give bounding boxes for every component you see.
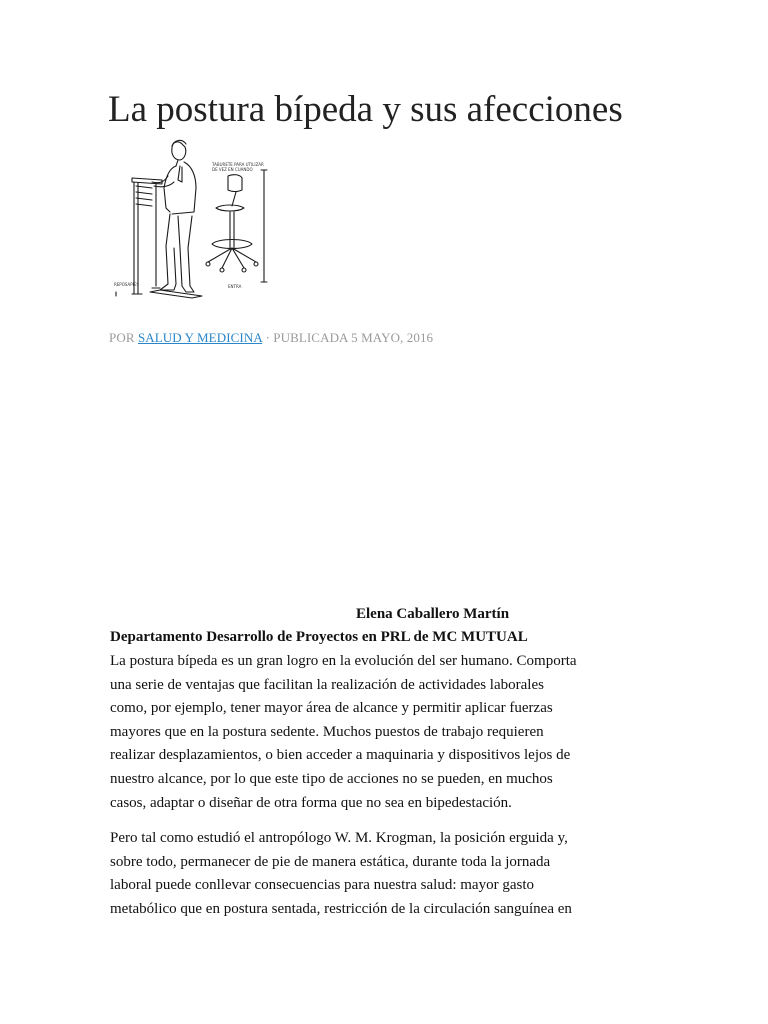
paragraph-line: laboral puede conllevar consecuencias para nuestra salud: mayor gasto — [110, 877, 534, 894]
article-title: La postura bípeda y sus afecciones — [108, 89, 623, 130]
paragraph-line: Pero tal como estudió el antropólogo W. M. Krogman, la posición erguida y, — [110, 830, 568, 846]
meta-separator: · — [265, 330, 270, 345]
meta-by: POR — [109, 330, 135, 345]
publish-date: PUBLICADA 5 MAYO, 2016 — [273, 330, 434, 345]
stool-bottom-label: ENTRA — [228, 284, 242, 289]
stool-label-2: DE VEZ EN CUANDO — [212, 167, 253, 172]
paragraph-line: casos, adaptar o diseñar de otra forma que no sea en bipedestación. — [110, 794, 512, 811]
footrest-label: REPOSAPIES — [114, 282, 139, 287]
post-meta — [109, 329, 433, 347]
paragraph-line: nuestro alcance, por lo que este tipo de acciones no se pueden, en muchos — [110, 770, 553, 787]
paragraph-line: realizar desplazamientos, o bien acceder a maquinaria y dispositivos lejos de — [110, 747, 571, 764]
paragraph-line: metabólico que en postura sentada, restricción de la circulación sanguínea en — [110, 900, 572, 917]
paragraph-line: como, por ejemplo, tener mayor área de alcance y permitir aplicar fuerzas — [110, 700, 553, 717]
paragraph-line: sobre todo, permanecer de pie de manera estática, durante toda la jornada — [110, 853, 551, 870]
paragraph-line: La postura bípeda es un gran logro en la evolución del ser humano. Comporta — [110, 653, 577, 669]
author-name: Elena Caballero Martín — [356, 606, 510, 622]
standing-posture-illustration — [112, 136, 282, 302]
paragraph-1 — [110, 650, 662, 815]
author-category-link[interactable]: SALUD Y MEDICINA — [137, 330, 263, 345]
paragraph-line: una serie de ventajas que facilitan la realización de actividades laborales — [110, 676, 544, 693]
paragraph-line: mayores que en la postura sedente. Muchos puestos de trabajo requieren — [110, 723, 544, 740]
author-department: Departamento Desarrollo de Proyectos en PRL de MC MUTUAL — [110, 629, 528, 645]
paragraph-2 — [110, 827, 662, 921]
stool-label-1: TABURETE PARA UTILIZAR — [212, 162, 264, 167]
